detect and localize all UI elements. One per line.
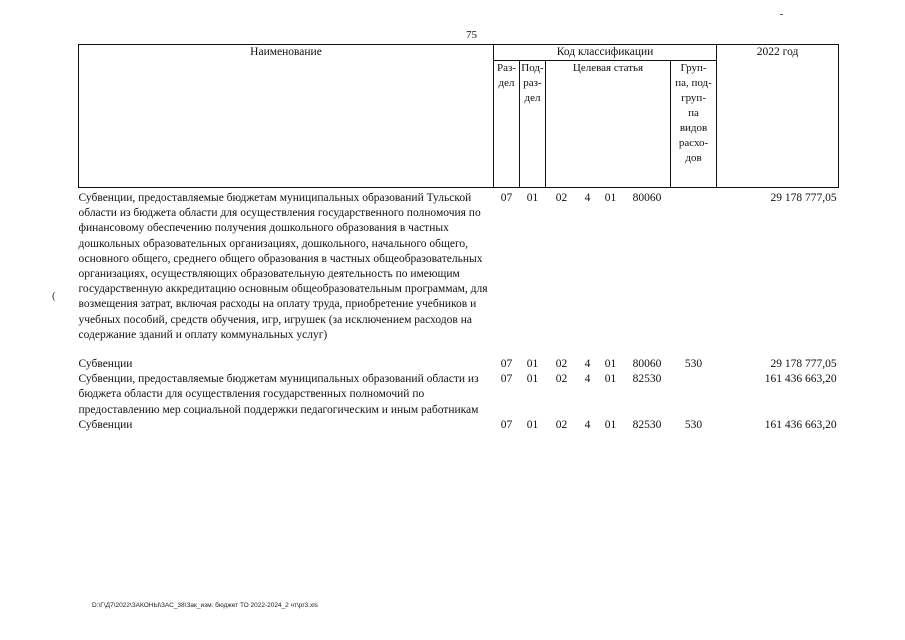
row-cs-program: 02 (555, 418, 568, 431)
row-cs-program: 02 (555, 373, 568, 386)
header-podrazdel-line: дел (524, 92, 541, 104)
row-podrazdel: 01 (526, 192, 539, 204)
row-cs-type: 4 (584, 373, 591, 386)
row-vr (671, 188, 717, 344)
table-row (79, 372, 839, 418)
header-group-line: па, под- (675, 77, 712, 89)
header-podrazdel-line: раз- (523, 77, 542, 89)
row-cs-program: 02 (555, 192, 568, 204)
row-name: Субвенции, предоставляемые бюджетам муниципальных образований области из бюджета области для осуществления государственных полномочий по предоставлению мер социальной поддержки педагогическим и иным работникам (78, 373, 479, 416)
row-podrazdel: 01 (526, 373, 539, 386)
header-podrazdel-line: Под- (521, 62, 544, 74)
row-cs-direction: 80060 (632, 358, 662, 371)
header-razdel-line: дел (498, 77, 515, 89)
row-cs-direction: 82530 (632, 373, 662, 386)
header-group (671, 61, 717, 188)
row-name: Субвенции (78, 418, 133, 431)
table-row (79, 418, 839, 433)
row-sum: 29 178 777,05 (770, 192, 837, 204)
row-vr: 530 (684, 358, 703, 371)
row-cs-type: 4 (584, 418, 591, 431)
header-year: 2022 год (717, 45, 839, 188)
row-vr (671, 372, 717, 418)
header-target-article (546, 61, 671, 188)
row-vr: 530 (684, 418, 703, 431)
row-sum: 161 436 663,20 (764, 418, 837, 431)
row-razdel: 07 (500, 192, 513, 204)
row-podrazdel: 01 (526, 418, 539, 431)
row-razdel: 07 (500, 418, 513, 431)
scan-dot (780, 14, 783, 15)
row-sum: 161 436 663,20 (764, 373, 837, 386)
row-cs-direction: 80060 (632, 192, 662, 204)
header-razdel-line: Раз- (496, 62, 516, 74)
stray-mark: ( (52, 290, 56, 302)
row-cs-program: 02 (555, 358, 568, 371)
header-group-line: видов (679, 122, 708, 134)
row-podrazdel: 01 (526, 358, 539, 371)
row-razdel: 07 (500, 358, 513, 371)
row-name: Субвенции, предоставляемые бюджетам муниципальных образований Тульской области из бюджета области для осуществления государственного полномочия по финансовому обеспечению получения дошкольного образования в частных дошкольных образовательных организациях, дошкольного, начального общего, основного общего, среднего общего образования в частных общеобразовательных организациях, осуществляющих образовательную деятельность по имеющим государственную аккредитацию основным общеобразовательным программам, для возмещения затрат, включая расходы на оплату труда, приобретение учебников и учебных пособий, средств обучения, игр, игрушек (за исключением расходов на содержание зданий и оплату коммунальных услуг) (78, 192, 488, 341)
header-group-line: Груп- (680, 62, 707, 74)
header-group-line: груп- (681, 92, 706, 104)
header-group-line: расхо- (678, 137, 709, 149)
row-cs-direction: 82530 (632, 418, 662, 431)
table-row (79, 357, 839, 372)
row-cs-type: 4 (584, 358, 591, 371)
row-name: Субвенции (78, 358, 133, 371)
header-razdel (494, 61, 520, 188)
row-cs-subprogram: 01 (604, 373, 617, 386)
header-code-group: Код классификации (494, 45, 717, 61)
page-number: 75 (466, 29, 477, 41)
row-razdel: 07 (500, 373, 513, 386)
header-name: Наименование (79, 45, 494, 188)
table-row (79, 188, 839, 344)
row-cs-subprogram: 01 (604, 418, 617, 431)
row-cs-subprogram: 01 (604, 192, 617, 204)
row-spacer (79, 343, 839, 357)
row-sum: 29 178 777,05 (770, 358, 837, 371)
header-podrazdel (520, 61, 546, 188)
header-group-line: дов (685, 152, 702, 164)
row-cs-subprogram: 01 (604, 358, 617, 371)
budget-table (78, 44, 839, 433)
header-group-line: па (688, 107, 699, 119)
header-target-article-label: Целевая статья (572, 62, 644, 74)
row-cs-type: 4 (584, 192, 591, 204)
footer-file-path: D:\Г\Д7\2022\ЗАКОНЫ\ЗАС_38\Зак_изм. бюджет ТО 2022-2024_2 чт\pr3.xls (92, 602, 318, 609)
